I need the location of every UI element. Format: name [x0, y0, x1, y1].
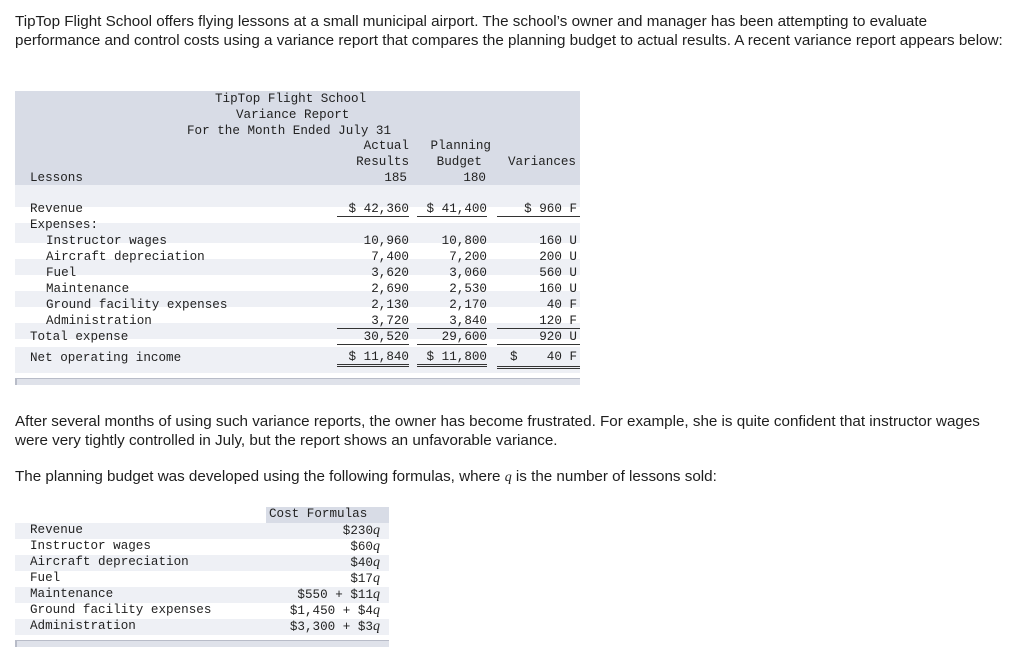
formula-intro-paragraph: [15, 467, 1010, 487]
q-variable: q: [373, 619, 380, 634]
col-actual-header-2: Results: [356, 155, 409, 169]
report-title: TipTop Flight School: [215, 92, 367, 106]
formula-value: [215, 603, 380, 619]
expense-variance: 200 U: [539, 250, 577, 264]
expense-actual: 10,960: [363, 234, 409, 248]
formula-label: Maintenance: [30, 587, 114, 601]
q-variable: q: [373, 539, 380, 554]
lessons-plan: 180: [463, 171, 486, 185]
table-bottom-bar: [15, 378, 580, 385]
noi-variance-cell: [497, 350, 580, 369]
intro-paragraph: TipTop Flight School offers flying lessons at a small municipal airport. The school’s owner and manager has been attempting to evaluate performance and control costs using a variance report that compares the planning budget to actual results. A recent variance report appears below:: [15, 13, 1003, 49]
row-band: [15, 185, 580, 207]
expenses-label: Expenses:: [30, 218, 99, 232]
formula-amount: $3,300 + $3: [289, 620, 373, 634]
formula-label: Instructor wages: [30, 539, 151, 553]
formulas-header: Cost Formulas: [269, 507, 368, 521]
formula-label: Fuel: [30, 571, 61, 585]
formula-value: [215, 523, 380, 539]
report-subtitle: Variance Report: [236, 108, 350, 122]
revenue-actual: $ 42,360: [337, 202, 409, 217]
total-expense-label: Total expense: [30, 330, 129, 344]
formula-amount: $230: [342, 524, 373, 538]
formula-label: Aircraft depreciation: [30, 555, 189, 569]
expense-plan: 3,060: [449, 266, 487, 280]
expense-variance: 560 U: [539, 266, 577, 280]
total-expense-actual: 30,520: [337, 330, 409, 345]
expense-variance: 160 U: [539, 234, 577, 248]
cost-formulas-table: [15, 507, 389, 649]
revenue-plan: $ 41,400: [417, 202, 487, 217]
q-variable: q: [373, 571, 380, 586]
col-actual-header-1: Actual: [363, 139, 409, 153]
expense-label: Maintenance: [46, 282, 130, 296]
report-period: For the Month Ended July 31: [187, 124, 392, 138]
col-variance-header: Variances: [507, 155, 576, 169]
lessons-actual: 185: [384, 171, 407, 185]
noi-label: Net operating income: [30, 351, 182, 365]
expense-actual: 3,720: [337, 314, 409, 329]
formula-label: Ground facility expenses: [30, 603, 212, 617]
revenue-label: Revenue: [30, 202, 83, 216]
expense-actual: 3,620: [371, 266, 409, 280]
formula-amount: $1,450 + $4: [289, 604, 373, 618]
expense-plan: 2,170: [449, 298, 487, 312]
expense-label: Administration: [46, 314, 152, 328]
noi-plan: $ 11,800: [417, 350, 487, 367]
formula-amount: $40: [350, 556, 373, 570]
expense-label: Ground facility expenses: [46, 298, 228, 312]
formula-intro-text-end: is the number of lessons sold:: [511, 468, 717, 485]
expense-plan: 10,800: [441, 234, 487, 248]
expense-variance: 40 F: [546, 298, 577, 312]
revenue-variance: $ 960 F: [497, 202, 580, 217]
expense-variance: 120 F: [497, 314, 580, 329]
formula-value: [215, 587, 380, 603]
expense-label: Aircraft depreciation: [46, 250, 205, 264]
formula-value: [215, 555, 380, 571]
total-expense-variance: 920 U: [497, 330, 580, 345]
formula-amount: $550 + $11: [297, 588, 373, 602]
formulas-bottom-bar: [15, 640, 389, 647]
col-plan-header-1: Planning: [430, 139, 491, 153]
total-expense-plan: 29,600: [417, 330, 487, 345]
q-variable: q: [373, 603, 380, 618]
q-variable: q: [373, 587, 380, 602]
q-variable: q: [373, 523, 380, 538]
col-plan-header-2: Budget: [436, 155, 482, 169]
formula-amount: $17: [350, 572, 373, 586]
expense-plan: 7,200: [449, 250, 487, 264]
frustration-paragraph: After several months of using such variance reports, the owner has become frustrated. For example, she is quite confident that instructor wages were very tightly controlled in July, but the report shows an unfavorable variance.: [15, 413, 980, 449]
noi-actual: $ 11,840: [337, 350, 409, 367]
lessons-label: Lessons: [30, 171, 83, 185]
formula-label: Administration: [30, 619, 136, 633]
formula-value: [215, 619, 380, 635]
expense-variance: 160 U: [539, 282, 577, 296]
variance-report-table: [15, 91, 580, 385]
formula-value: [215, 539, 380, 555]
formula-intro-text: The planning budget was developed using the following formulas, where: [15, 468, 505, 485]
noi-variance-sign: $: [510, 350, 518, 364]
formula-label: Revenue: [30, 523, 83, 537]
expense-actual: 2,130: [371, 298, 409, 312]
q-variable: q: [504, 470, 512, 485]
expense-label: Instructor wages: [46, 234, 167, 248]
expense-actual: 2,690: [371, 282, 409, 296]
q-variable: q: [373, 555, 380, 570]
expense-plan: 3,840: [417, 314, 487, 329]
expense-actual: 7,400: [371, 250, 409, 264]
formula-value: [215, 571, 380, 587]
expense-plan: 2,530: [449, 282, 487, 296]
formula-amount: $60: [350, 540, 373, 554]
noi-variance: 40 F: [546, 350, 577, 364]
expense-label: Fuel: [46, 266, 77, 280]
